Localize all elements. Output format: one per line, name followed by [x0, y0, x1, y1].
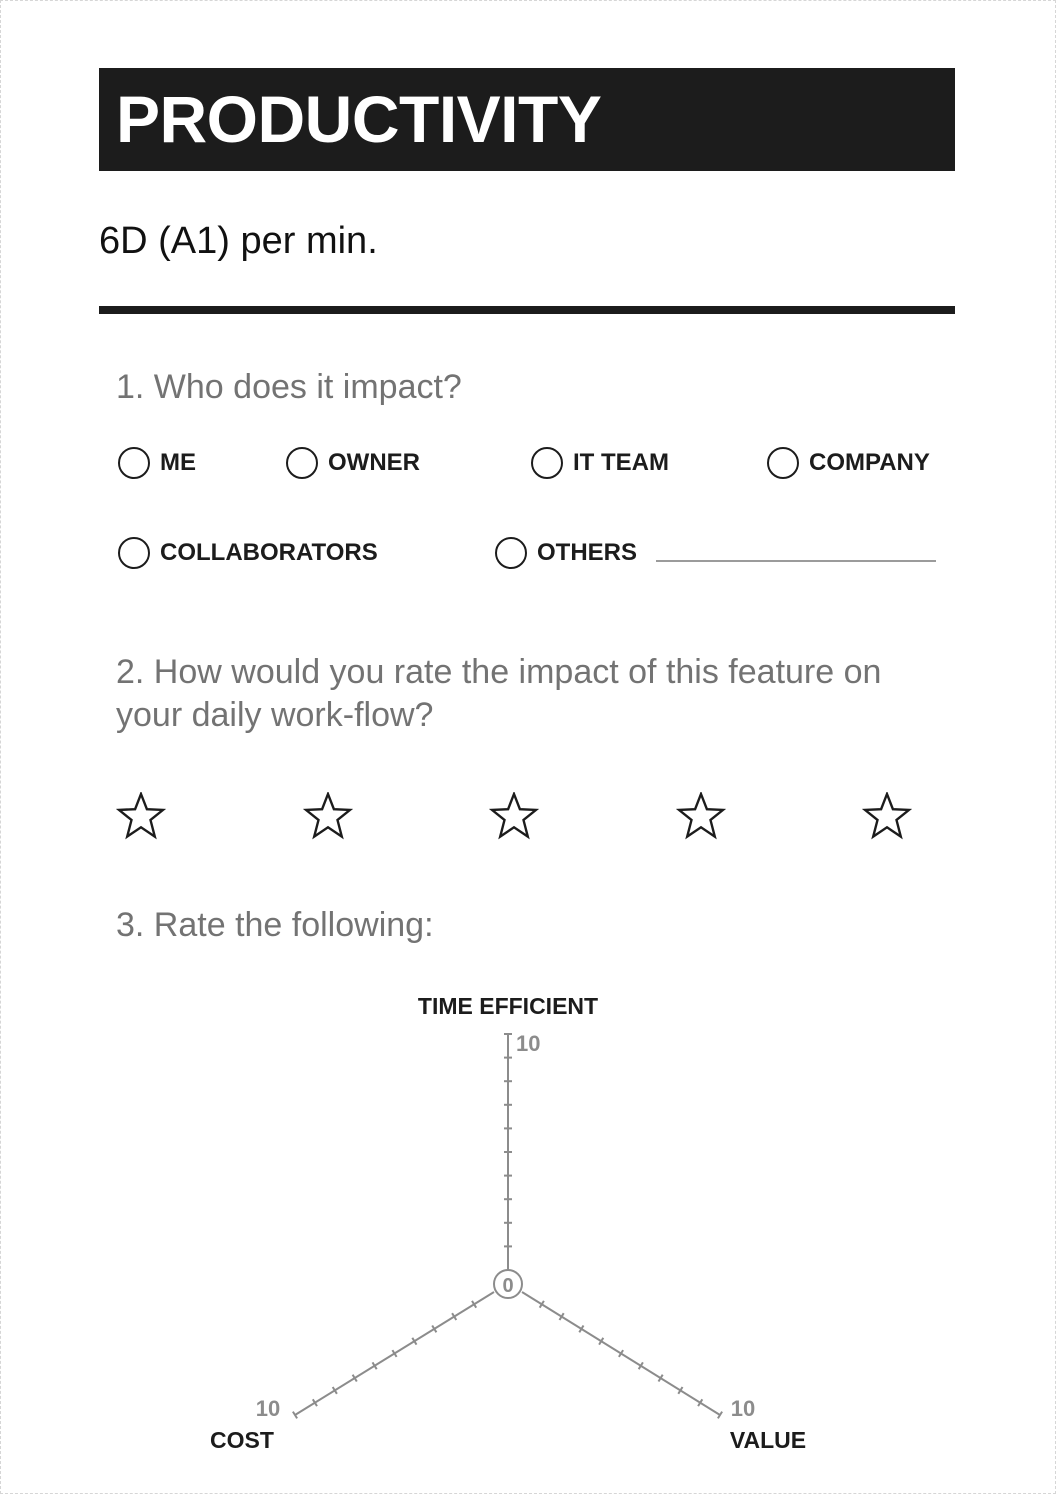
center-label: 0 [502, 1275, 514, 1297]
option-label: COMPANY [809, 449, 930, 476]
axis-max-time-efficient: 10 [516, 1031, 541, 1056]
axis-label-value: VALUE [729, 1427, 807, 1453]
question-3: 3. Rate the following: [116, 906, 434, 944]
axis-label-cost: COST [210, 1427, 274, 1453]
option-label: ME [160, 449, 196, 476]
axis-label-time-efficient: TIME EFFICIENT [417, 993, 599, 1019]
option-label: COLLABORATORS [160, 539, 378, 566]
axis-value[interactable] [522, 1292, 720, 1415]
axis-cost[interactable] [295, 1292, 494, 1415]
question-2: 2. How would you rate the impact of this feature on your daily work-flow? [116, 653, 882, 734]
axis-max-cost: 10 [255, 1396, 281, 1421]
axis-max-value: 10 [730, 1396, 756, 1421]
subtitle: 6D (A1) per min. [99, 220, 378, 262]
page-title: PRODUCTIVITY [116, 82, 602, 156]
option-label: OWNER [328, 449, 420, 476]
option-label: OTHERS [537, 539, 638, 566]
question-1: 1. Who does it impact? [116, 368, 462, 406]
option-label: IT TEAM [573, 449, 669, 476]
